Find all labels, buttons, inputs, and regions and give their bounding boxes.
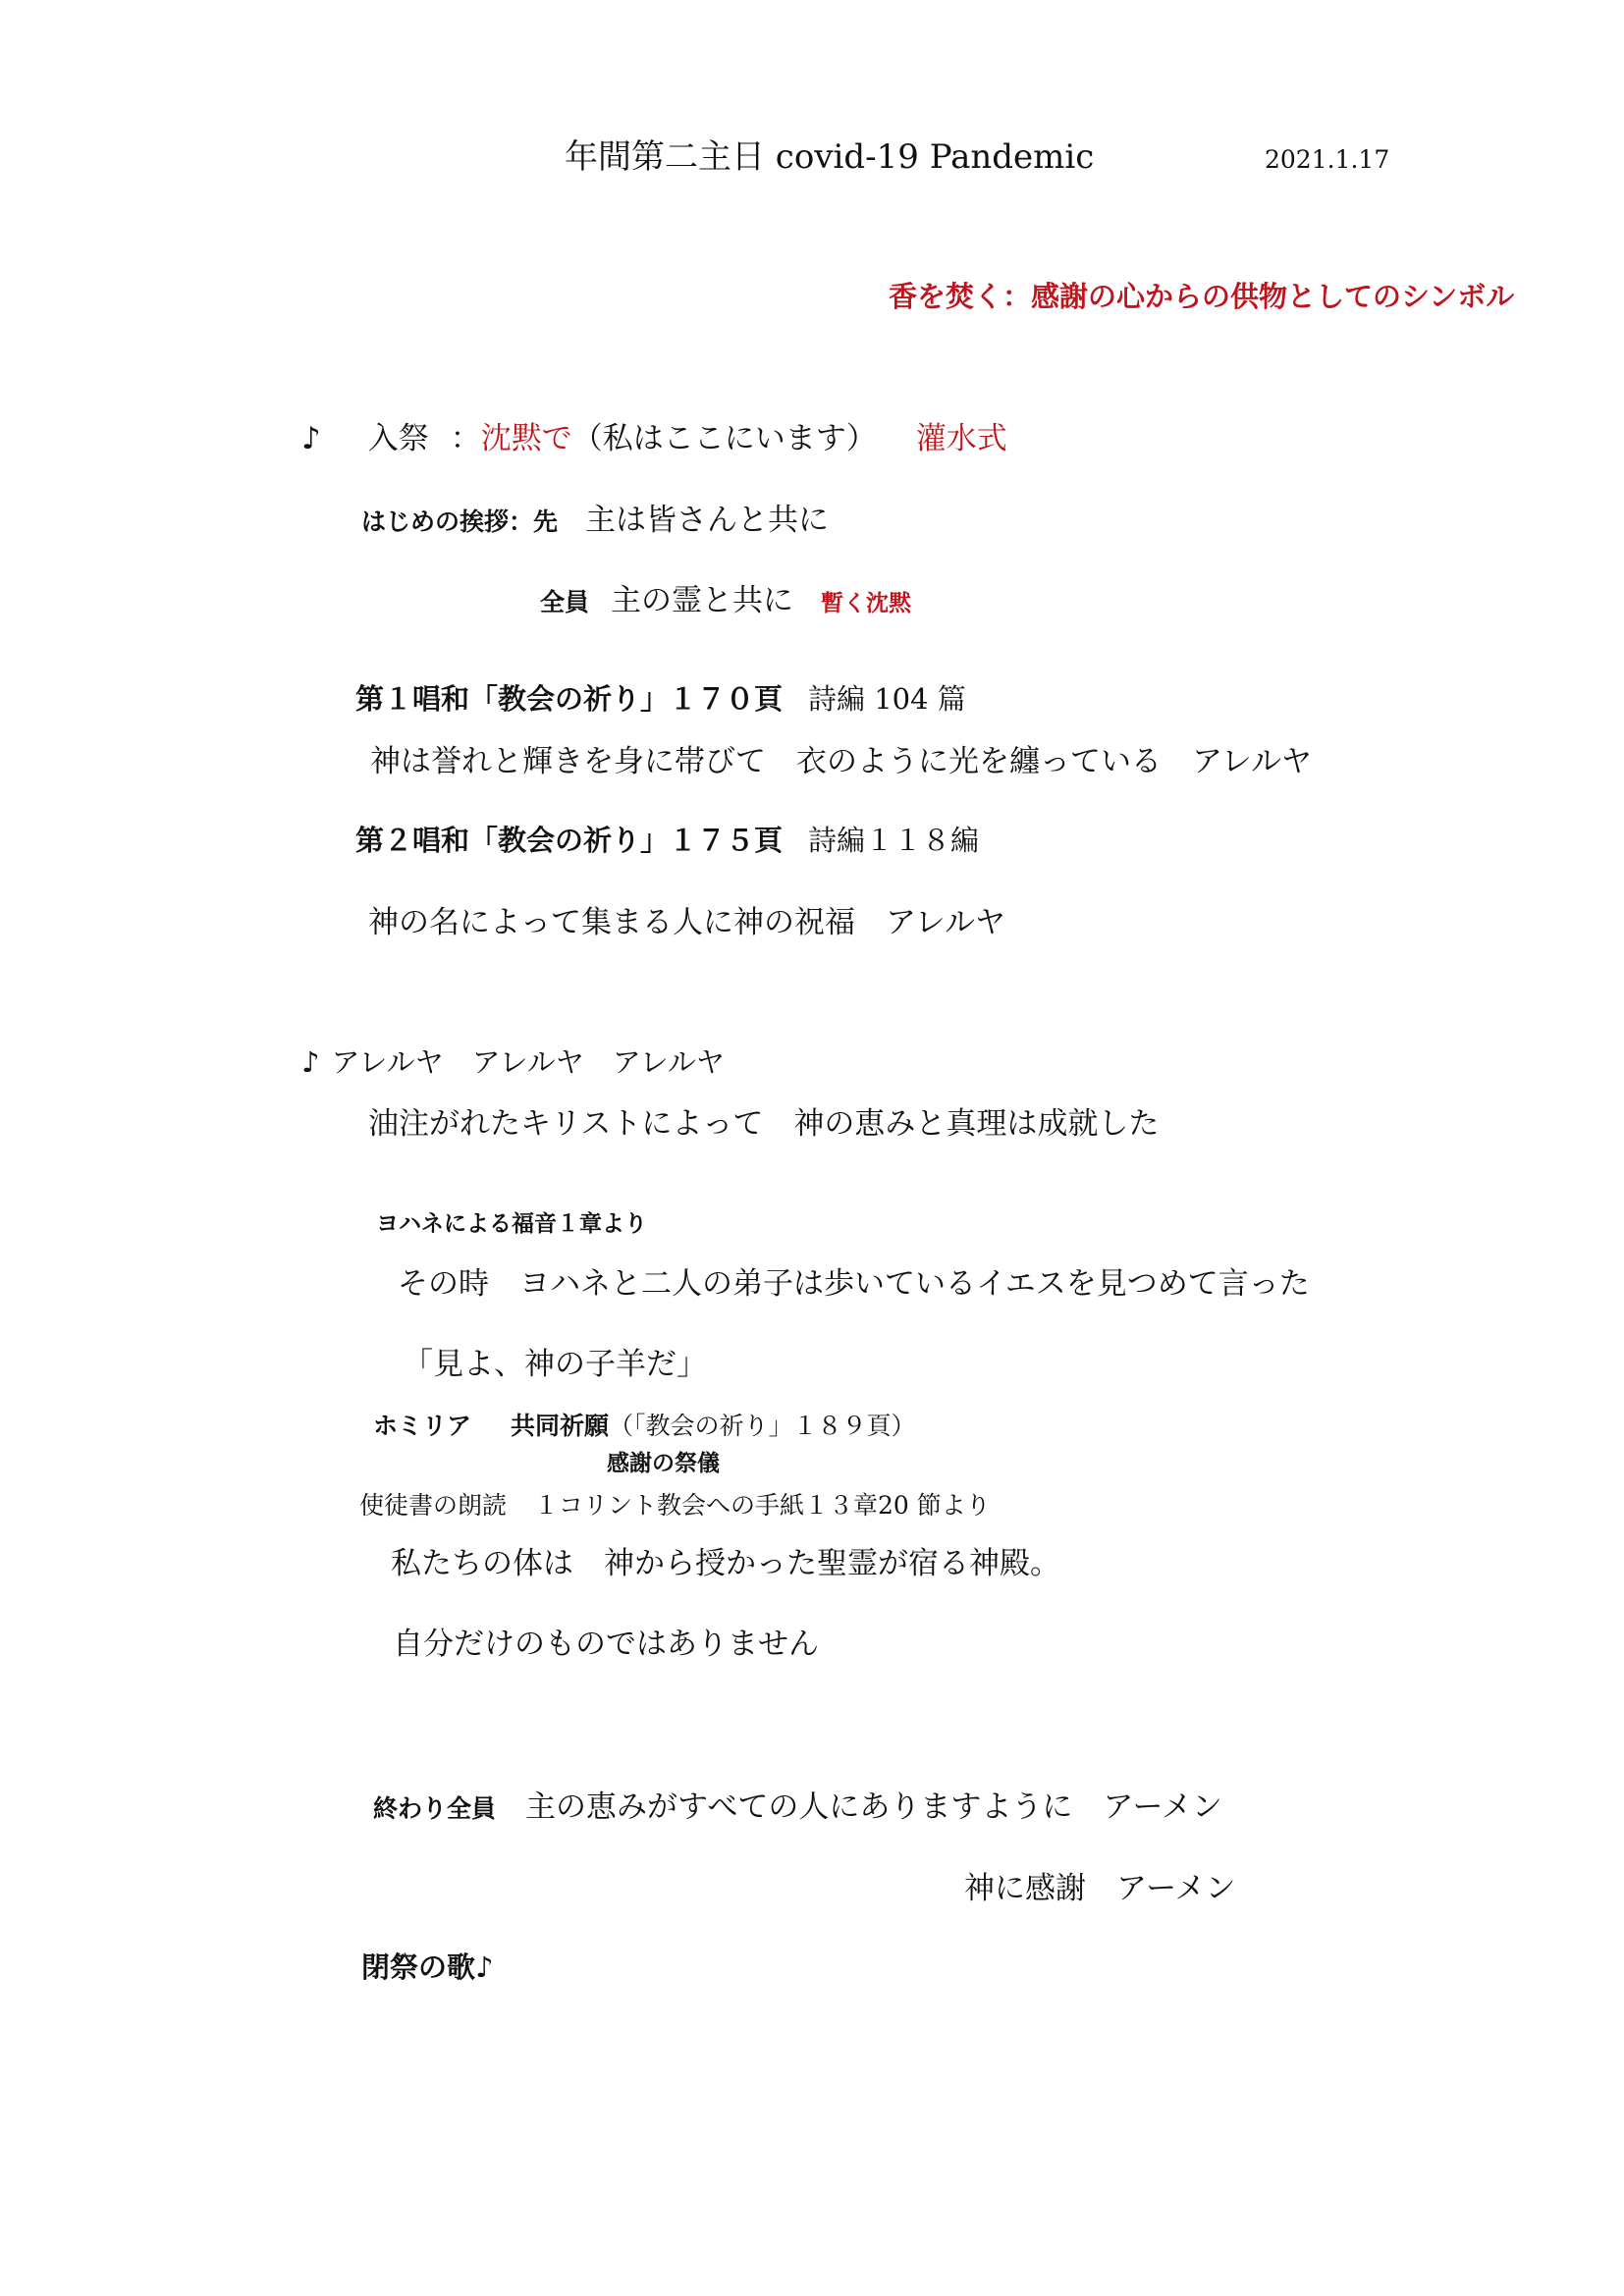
closing-label: 終わり全員: [373, 1794, 497, 1823]
closing-response: 神に感謝 アーメン: [964, 1871, 1236, 1906]
recessional-label: 閉祭の歌: [361, 1950, 476, 1984]
chant2-label: 第２唱和「教会の祈り」１７５頁: [355, 824, 784, 857]
epistle-line: [359, 1493, 991, 1518]
greeting-priest-text: 主は皆さんと共に: [585, 503, 830, 538]
homily-label: ホミリア: [373, 1412, 472, 1440]
closing-text: 主の恵みがすべての人にありますように アーメン: [525, 1789, 1222, 1825]
greeting-label: はじめの挨拶：先: [361, 507, 559, 536]
recessional-note-icon: ♪: [475, 1950, 494, 1984]
alleluia-line: [301, 1045, 725, 1079]
epistle-line2: 自分だけのものではありません: [393, 1627, 819, 1662]
chant1-text: 神は誉れと輝きを身に帯びて 衣のように光を纏っている アレルヤ: [370, 744, 1312, 779]
homily-line: [373, 1414, 916, 1438]
gospel-line1: その時 ヨハネと二人の弟子は歩いているイエスを見つめて言った: [398, 1266, 1310, 1302]
silence-note: 暫く沈黙: [821, 591, 912, 616]
closing-line: [373, 1789, 1222, 1825]
entrance-colon: ：: [450, 421, 481, 456]
chant1-label: 第１唱和「教会の祈り」１７０頁: [355, 682, 784, 716]
entrance-label: 入祭: [367, 421, 429, 456]
greeting-all-label: 全員: [540, 588, 590, 616]
intercessions-label: 共同祈願: [511, 1412, 610, 1440]
chant1-psalm: 詩編 104 篇: [808, 682, 966, 716]
gospel-line2: 「見よ、神の子羊だ」: [403, 1347, 707, 1382]
entrance-song: （私はここにいます）: [571, 421, 877, 456]
entrance-silence: 沈黙で: [480, 421, 572, 456]
epistle-label: 使徒書の朗読: [359, 1491, 508, 1520]
alleluia-verse: 油注がれたキリストによって 神の恵みと真理は成就した: [368, 1106, 1160, 1142]
epistle-ref: １コリント教会への手紙１３章20 節より: [534, 1491, 991, 1520]
chant1-header: [355, 682, 966, 716]
incense-note: 香を焚く：感謝の心からの供物としてのシンボル: [889, 280, 1515, 313]
entrance-rite: 灌水式: [915, 421, 1007, 456]
page-title: 年間第二主日 covid-19 Pandemic: [565, 137, 1095, 177]
recessional-line: [361, 1950, 494, 1984]
greeting-all-text: 主の霊と共に: [611, 583, 794, 618]
date: 2021.1.17: [1265, 145, 1390, 174]
greeting-priest-line: [361, 503, 830, 538]
chant2-header: [355, 824, 980, 857]
gospel-label: ヨハネによる福音１章より: [376, 1211, 647, 1237]
music-note-icon: ♪: [301, 421, 321, 456]
chant2-psalm: 詩編１１８編: [808, 824, 980, 857]
epistle-line1: 私たちの体は 神から授かった聖霊が宿る神殿。: [391, 1546, 1060, 1581]
alleluia-text: アレルヤ アレルヤ アレルヤ: [331, 1045, 725, 1079]
intercessions-ref: （「教会の祈り」１８９頁）: [609, 1412, 916, 1440]
entrance-line: [301, 421, 1007, 456]
thanksgiving-label: 感謝の祭儀: [607, 1451, 720, 1476]
chant2-text: 神の名によって集まる人に神の祝福 アレルヤ: [368, 905, 1005, 940]
greeting-all-line: [540, 583, 912, 618]
alleluia-note-icon: ♪: [301, 1045, 320, 1079]
